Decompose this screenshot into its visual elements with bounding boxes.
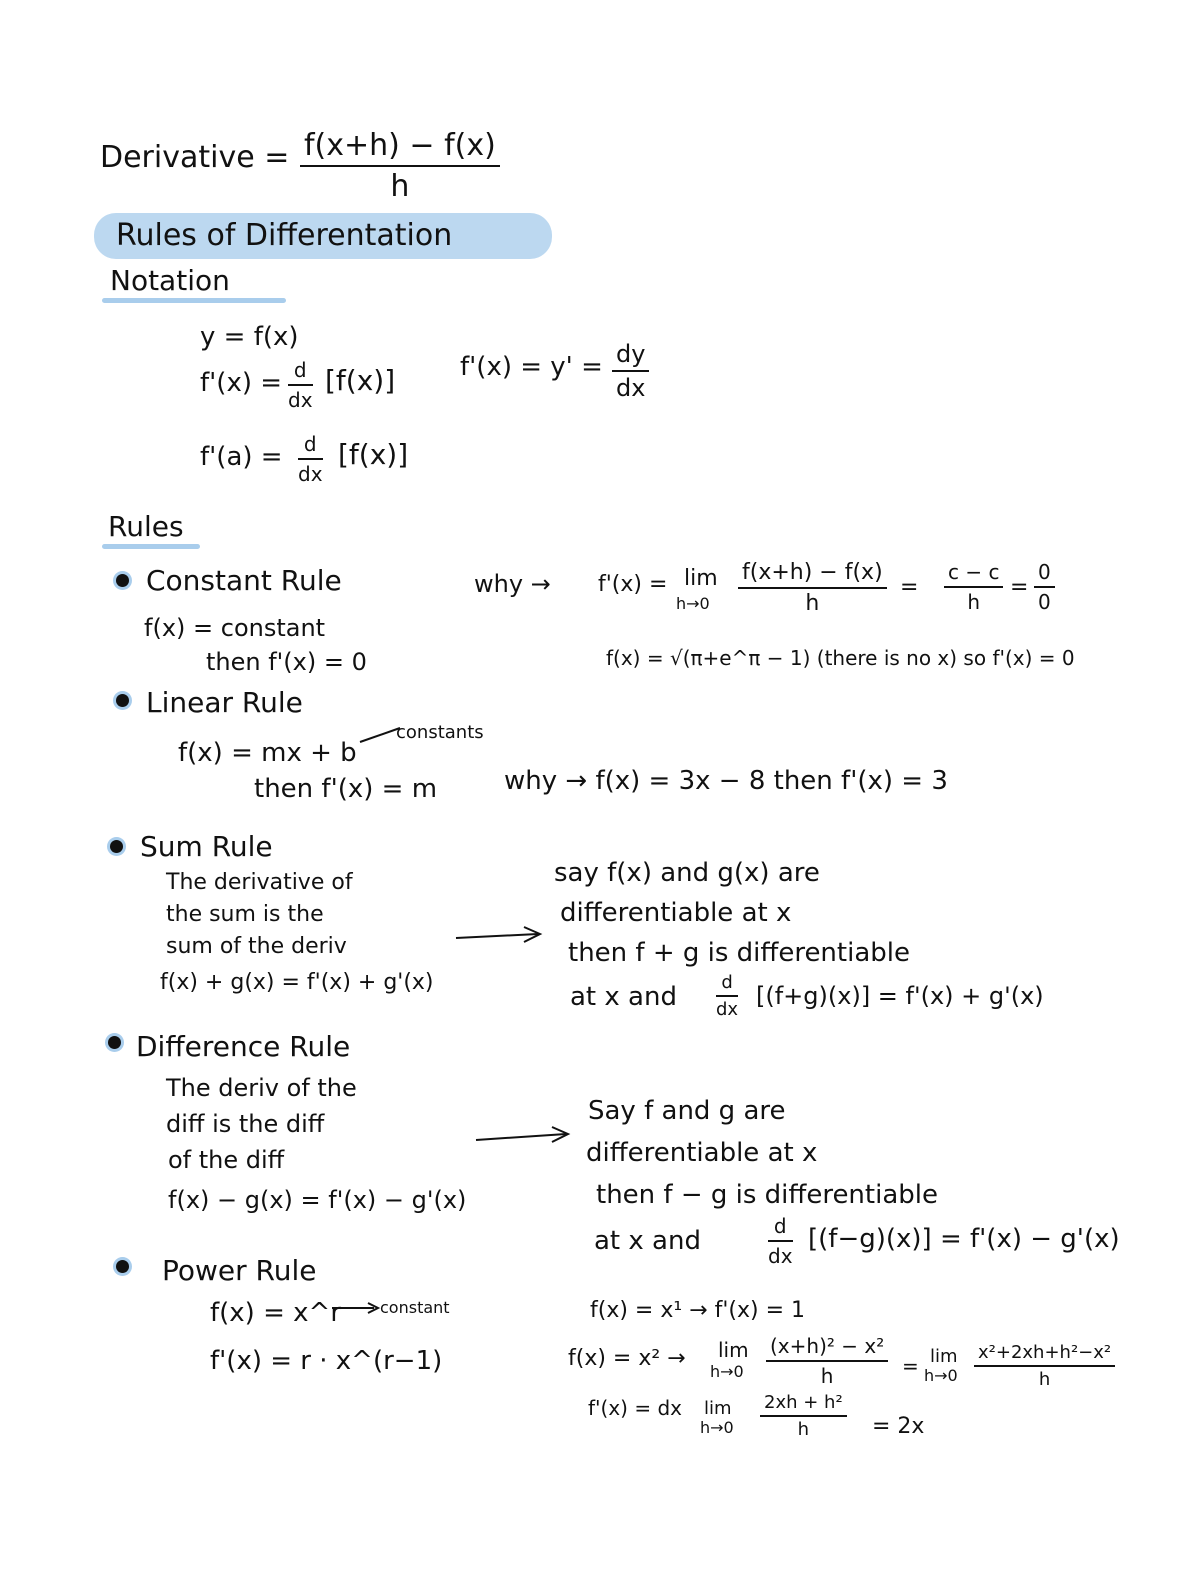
difference-explain-last-a: at x and bbox=[594, 1226, 701, 1256]
notation-line3-rhs: [f(x)] bbox=[338, 438, 409, 471]
constant-why-num: f(x+h) − f(x) bbox=[738, 560, 887, 589]
power-rule-title: Power Rule bbox=[162, 1254, 317, 1287]
power-example2-fraction2 bbox=[974, 1342, 1115, 1390]
power-example2-lhs: f(x) = x² → bbox=[568, 1346, 686, 1371]
derivative-label: Derivative = bbox=[100, 140, 290, 175]
linear-rule-title: Linear Rule bbox=[146, 686, 303, 719]
constant-why-label: why → bbox=[474, 570, 551, 598]
constant-rule-line2: then f'(x) = 0 bbox=[206, 648, 367, 676]
sum-explain-line2: differentiable at x bbox=[560, 898, 792, 928]
sum-explain-d: d bbox=[716, 972, 738, 997]
constant-zero-num: 0 bbox=[1034, 560, 1055, 588]
linear-rule-annotation: constants bbox=[396, 722, 484, 743]
constant-why-fraction bbox=[738, 560, 887, 616]
power-example2-fraction bbox=[766, 1334, 888, 1388]
constant-rule-title: Constant Rule bbox=[146, 564, 342, 597]
notation-line3-dx: dx bbox=[298, 462, 323, 486]
difference-explain-d: d bbox=[768, 1214, 793, 1242]
notation-line2-dx: dx bbox=[288, 388, 313, 412]
power-rule-line2: f'(x) = r · x^(r−1) bbox=[210, 1346, 443, 1376]
power-example2-eq: = bbox=[902, 1354, 919, 1378]
page-heading: Rules of Differentation bbox=[116, 218, 453, 253]
power-example2-den: h bbox=[820, 1364, 834, 1388]
power-rule-bullet bbox=[116, 1260, 129, 1273]
power-rule-line1: f(x) = x^r bbox=[210, 1298, 342, 1328]
notation-alt-den: dx bbox=[616, 374, 646, 402]
notation-line2-ddx bbox=[288, 358, 313, 412]
notation-alt-num: dy bbox=[612, 340, 649, 372]
notation-alt-lhs: f'(x) = y' = bbox=[460, 352, 603, 382]
constant-why-lim: lim bbox=[684, 566, 718, 591]
power-example2-num: (x+h)² − x² bbox=[766, 1334, 888, 1362]
constant-why-lim-sub: h→0 bbox=[676, 594, 710, 613]
sum-explain-dx: dx bbox=[716, 999, 739, 1020]
difference-explain-ddx bbox=[768, 1214, 793, 1268]
difference-rule-title: Difference Rule bbox=[136, 1030, 351, 1063]
constant-why-den: h bbox=[805, 591, 820, 616]
notation-underline bbox=[102, 298, 286, 303]
difference-rule-line4: f(x) − g(x) = f'(x) − g'(x) bbox=[168, 1186, 467, 1214]
constant-zero-den: 0 bbox=[1038, 590, 1051, 614]
derivative-numerator: f(x+h) − f(x) bbox=[300, 128, 500, 167]
constant-cc-fraction bbox=[944, 560, 1003, 614]
constant-eq2: = bbox=[1010, 575, 1029, 600]
power-example2-lim: lim bbox=[718, 1338, 749, 1362]
constant-cc-den: h bbox=[967, 590, 981, 614]
difference-arrow-icon bbox=[474, 1124, 572, 1148]
difference-explain-line1: Say f and g are bbox=[588, 1096, 786, 1126]
power-example3-eq: = 2x bbox=[872, 1414, 925, 1439]
sum-rule-title: Sum Rule bbox=[140, 830, 273, 863]
notation-line3-d: d bbox=[298, 432, 323, 460]
linear-rule-line1: f(x) = mx + b bbox=[178, 738, 357, 768]
rules-underline bbox=[102, 544, 200, 549]
constant-zero-fraction bbox=[1034, 560, 1055, 614]
constant-example: f(x) = √(π+e^π − 1) (there is no x) so f'(x) = 0 bbox=[606, 646, 1075, 670]
linear-rule-line2: then f'(x) = m bbox=[254, 774, 438, 804]
power-example3-den: h bbox=[797, 1419, 810, 1440]
power-example3-fraction bbox=[760, 1392, 847, 1440]
linear-rule-why: why → f(x) = 3x − 8 then f'(x) = 3 bbox=[504, 766, 948, 796]
power-rule-annotation: constant bbox=[380, 1298, 450, 1317]
power-example3-num: 2xh + h² bbox=[760, 1392, 847, 1417]
sum-rule-line1: The derivative of bbox=[166, 870, 353, 895]
constant-why-eq: = bbox=[900, 575, 919, 600]
power-example3-lhs: f'(x) = dx bbox=[588, 1396, 682, 1420]
notation-line3-lhs: f'(a) = bbox=[200, 442, 283, 472]
constant-pointer-icon bbox=[330, 1300, 382, 1316]
derivative-fraction bbox=[300, 128, 500, 204]
notation-line3-ddx bbox=[298, 432, 323, 486]
sum-arrow-icon bbox=[454, 924, 544, 948]
notation-alt-fraction bbox=[612, 340, 649, 402]
difference-rule-bullet bbox=[108, 1036, 121, 1049]
notation-line2-lhs: f'(x) = bbox=[200, 368, 283, 398]
difference-rule-line3: of the diff bbox=[168, 1146, 285, 1174]
power-example2-num2: x²+2xh+h²−x² bbox=[974, 1342, 1115, 1367]
derivative-denominator: h bbox=[390, 169, 410, 204]
difference-explain-last-b: [(f−g)(x)] = f'(x) − g'(x) bbox=[808, 1224, 1120, 1254]
power-example2-lim2: lim bbox=[930, 1346, 958, 1367]
sum-rule-line4: f(x) + g(x) = f'(x) + g'(x) bbox=[160, 970, 434, 995]
constant-cc-num: c − c bbox=[944, 560, 1003, 588]
rules-title: Rules bbox=[108, 510, 184, 543]
linear-rule-bullet bbox=[116, 694, 129, 707]
difference-rule-line1: The deriv of the bbox=[166, 1074, 357, 1102]
power-example2-lim-sub: h→0 bbox=[710, 1362, 744, 1381]
difference-explain-dx: dx bbox=[768, 1244, 793, 1268]
power-example3-lim: lim bbox=[704, 1398, 732, 1419]
sum-rule-line2: the sum is the bbox=[166, 902, 324, 927]
notation-line2-rhs: [f(x)] bbox=[325, 364, 396, 397]
difference-rule-line2: diff is the diff bbox=[166, 1110, 325, 1138]
constant-why-lhs: f'(x) = bbox=[598, 572, 668, 597]
power-example1: f(x) = x¹ → f'(x) = 1 bbox=[590, 1298, 806, 1323]
sum-rule-line3: sum of the deriv bbox=[166, 934, 347, 959]
sum-explain-ddx bbox=[716, 972, 738, 1020]
difference-explain-line2: differentiable at x bbox=[586, 1138, 818, 1168]
sum-rule-bullet bbox=[110, 840, 123, 853]
sum-explain-last-a: at x and bbox=[570, 982, 677, 1012]
power-example2-lim2-sub: h→0 bbox=[924, 1366, 958, 1385]
difference-explain-line3: then f − g is differentiable bbox=[596, 1180, 938, 1210]
constant-rule-bullet bbox=[116, 574, 129, 587]
power-example3-lim-sub: h→0 bbox=[700, 1418, 734, 1437]
notation-title: Notation bbox=[110, 264, 230, 297]
sum-explain-last-b: [(f+g)(x)] = f'(x) + g'(x) bbox=[756, 982, 1044, 1010]
notation-line1: y = f(x) bbox=[200, 322, 299, 352]
notation-line2-d: d bbox=[288, 358, 313, 386]
constant-rule-line1: f(x) = constant bbox=[144, 614, 326, 642]
sum-explain-line1: say f(x) and g(x) are bbox=[554, 858, 820, 888]
power-example2-den2: h bbox=[1038, 1369, 1051, 1390]
sum-explain-line3: then f + g is differentiable bbox=[568, 938, 910, 968]
